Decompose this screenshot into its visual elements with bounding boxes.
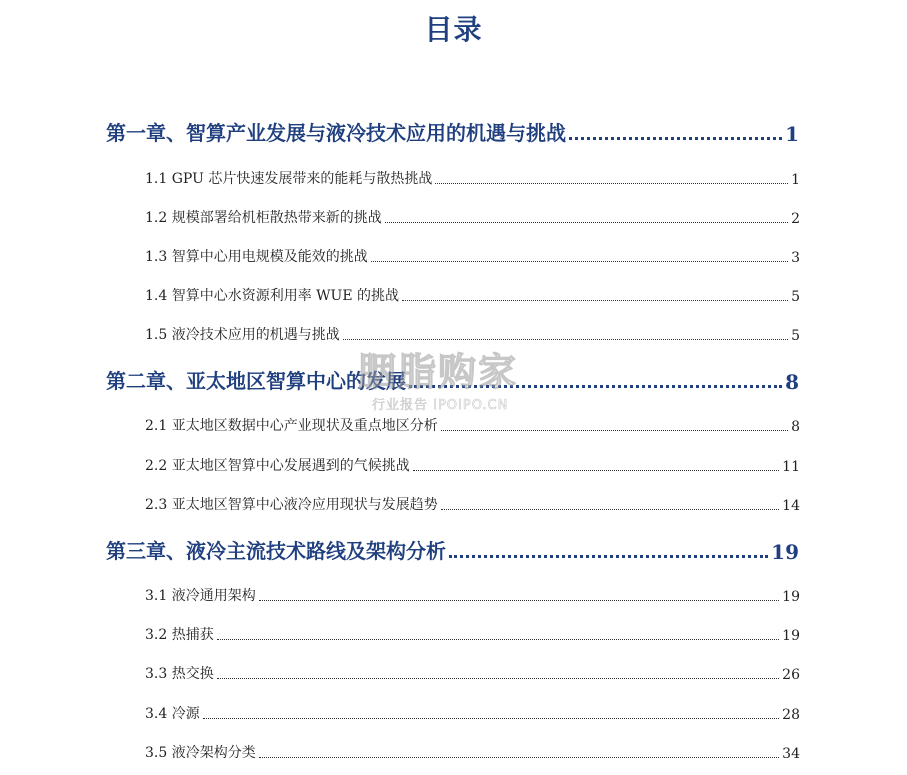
toc-page-number: 5 xyxy=(791,289,800,305)
toc-entry-label: 3.2 热捕获 xyxy=(145,627,214,643)
toc-page-number: 11 xyxy=(782,459,800,475)
toc-entry-label: 3.1 液冷通用架构 xyxy=(145,588,256,604)
toc-section-entry[interactable] xyxy=(145,455,800,475)
toc-title: 目录 xyxy=(424,13,483,46)
toc-section-entry[interactable] xyxy=(145,624,800,644)
toc-dot-leader xyxy=(569,137,782,140)
toc-entry-label: 第二章、亚太地区智算中心的发展 xyxy=(106,369,406,393)
toc-section-entry[interactable] xyxy=(145,168,800,188)
toc-dot-leader xyxy=(441,509,779,510)
toc-section-entry[interactable] xyxy=(145,415,800,435)
toc-entry-label: 第三章、液冷主流技术路线及架构分析 xyxy=(106,539,446,563)
toc-chapter-entry[interactable] xyxy=(106,536,799,564)
toc-entry-label: 3.5 液冷架构分类 xyxy=(145,745,256,761)
toc-section-entry[interactable] xyxy=(145,494,800,514)
toc-page-number: 14 xyxy=(782,498,800,514)
toc-dot-leader xyxy=(343,339,788,340)
toc-entry-label: 2.3 亚太地区智算中心液冷应用现状与发展趋势 xyxy=(145,497,438,513)
toc-page-number: 19 xyxy=(782,628,800,644)
toc-dot-leader xyxy=(441,430,788,431)
toc-page-number: 19 xyxy=(771,540,799,564)
toc-entry-label: 1.5 液冷技术应用的机遇与挑战 xyxy=(145,327,340,343)
toc-entry-label: 2.2 亚太地区智算中心发展遇到的气候挑战 xyxy=(145,458,410,474)
toc-dot-leader xyxy=(259,757,779,758)
toc-dot-leader xyxy=(217,639,779,640)
toc-dot-leader xyxy=(385,222,788,223)
toc-page-number: 2 xyxy=(791,211,800,227)
toc-chapter-entry[interactable] xyxy=(106,366,799,394)
toc-entry-label: 1.1 GPU 芯片快速发展带来的能耗与散热挑战 xyxy=(145,171,433,187)
toc-section-entry[interactable] xyxy=(145,742,800,762)
toc-page-number: 34 xyxy=(782,746,800,762)
toc-entry-label: 1.2 规模部署给机柜散热带来新的挑战 xyxy=(145,210,382,226)
toc-dot-leader xyxy=(449,555,768,558)
toc-dot-leader xyxy=(435,183,788,184)
toc-dot-leader xyxy=(402,300,788,301)
toc-page-number: 8 xyxy=(785,370,799,394)
toc-dot-leader xyxy=(203,718,779,719)
toc-page-number: 1 xyxy=(791,172,800,188)
toc-section-entry[interactable] xyxy=(145,585,800,605)
toc-chapter-entry[interactable] xyxy=(106,118,799,146)
toc-section-entry[interactable] xyxy=(145,285,800,305)
toc-page-number: 26 xyxy=(782,667,800,683)
toc-section-entry[interactable] xyxy=(145,324,800,344)
toc-entry-label: 2.1 亚太地区数据中心产业现状及重点地区分析 xyxy=(145,418,438,434)
toc-dot-leader xyxy=(409,385,782,388)
toc-dot-leader xyxy=(259,600,779,601)
toc-page-number: 8 xyxy=(791,419,800,435)
toc-section-entry[interactable] xyxy=(145,207,800,227)
toc-entry-label: 第一章、智算产业发展与液冷技术应用的机遇与挑战 xyxy=(106,121,566,145)
toc-entry-label: 3.3 热交换 xyxy=(145,666,214,682)
toc-entry-label: 3.4 冷源 xyxy=(145,706,200,722)
toc-section-entry[interactable] xyxy=(145,246,800,266)
toc-dot-leader xyxy=(413,470,779,471)
toc-entry-label: 1.4 智算中心水资源利用率 WUE 的挑战 xyxy=(145,288,400,304)
toc-section-entry[interactable] xyxy=(145,703,800,723)
toc-page-number: 19 xyxy=(782,589,800,605)
toc-page-number: 28 xyxy=(782,707,800,723)
watermark-main-text: 胭脂购家 xyxy=(358,350,519,394)
toc-entry-label: 1.3 智算中心用电规模及能效的挑战 xyxy=(145,249,368,265)
toc-page-number: 3 xyxy=(791,250,800,266)
toc-page-number: 1 xyxy=(785,122,799,146)
toc-section-entry[interactable] xyxy=(145,663,800,683)
toc-page-number: 5 xyxy=(791,328,800,344)
watermark-sub-text: 行业报告 IPOIPO.CN xyxy=(372,398,509,413)
toc-dot-leader xyxy=(217,678,779,679)
toc-dot-leader xyxy=(371,261,788,262)
